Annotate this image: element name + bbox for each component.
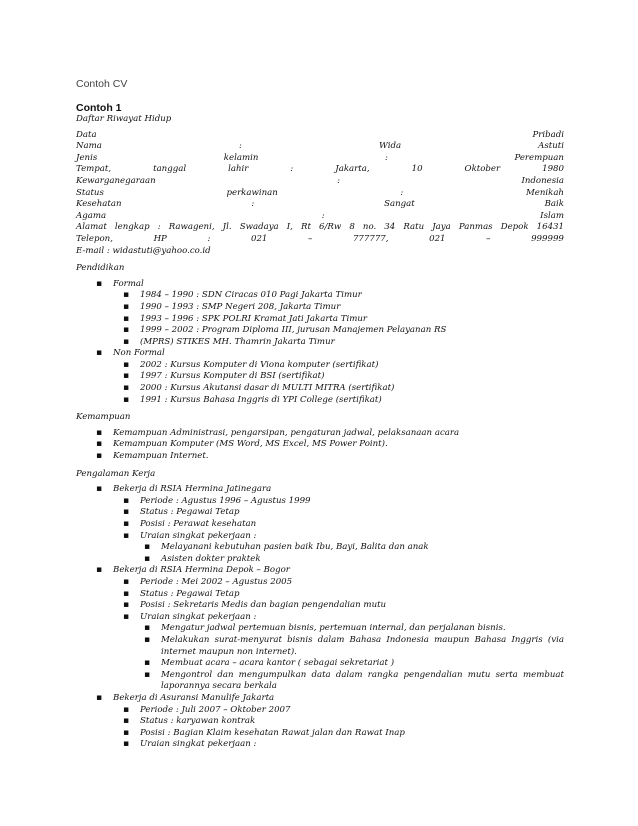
job-detail: ▪ Status : Pegawai Tetap [140, 507, 564, 519]
pengalaman-title: Pengalaman Kerja [76, 468, 156, 479]
personal-word: Menikah [525, 187, 564, 198]
personal-row [76, 211, 564, 223]
personal-word: 777777, [352, 233, 389, 244]
personal-word: I, [286, 222, 293, 233]
personal-word: 021 [429, 233, 446, 244]
pendidikan-item: ▪ (MPRS) STIKES MH. Thamrin Jakarta Timur [140, 337, 564, 349]
job-detail: ▪ Status : Pegawai Tetap [140, 589, 564, 601]
pendidikan-item: ▪ 1984 – 1990 : SDN Ciracas 010 Pagi Jakarta Timur [140, 290, 564, 302]
personal-word: Panmas [458, 222, 493, 233]
personal-word: 6/Rw [319, 222, 342, 233]
document-title: Contoh CV [76, 78, 128, 90]
job-detail: ▪ Posisi : Bagian Klaim kesehatan Rawat jalan dan Rawat Inap [140, 728, 564, 740]
personal-row [76, 153, 564, 165]
personal-row [76, 234, 564, 246]
job-detail: ▪ Uraian singkat pekerjaan : [140, 739, 564, 751]
job-detail: ▪ Uraian singkat pekerjaan : [140, 612, 564, 624]
personal-word: Depok [500, 222, 529, 233]
personal-word: Rt [301, 222, 311, 233]
personal-word: Status [76, 187, 104, 198]
pendidikan-item: ▪ 1991 : Kursus Bahasa Inggris di YPI College (sertifikat) [140, 395, 564, 407]
personal-word: Nama [76, 141, 102, 152]
cv-page [76, 78, 564, 756]
personal-word: lahir [228, 164, 249, 175]
job-title: ▪ Bekerja di Asuransi Manulife Jakarta [113, 693, 564, 705]
job-task: ▪ Mengatur jadwal pertemuan bisnis, pertemuan internal, dan perjalanan bisnis. [161, 623, 564, 635]
personal-word: Rawageni, [168, 222, 215, 233]
personal-word: Astuti [538, 141, 564, 152]
personal-row [76, 141, 564, 153]
personal-word: Islam [540, 210, 564, 221]
pendidikan-item: ▪ 1999 – 2002 : Program Diploma III, jurusan Manajemen Pelayanan RS [140, 325, 564, 337]
personal-word: Jaya [432, 222, 451, 233]
personal-row [76, 176, 564, 188]
personal-word: Kewarganegaraan [76, 175, 156, 186]
job-task: ▪ Melakukan surat-menyurat bisnis dalam Bahasa Indonesia maupun Bahasa Inggris (via internet maupun non internet). [161, 635, 564, 658]
personal-word: kelamin [223, 152, 259, 163]
personal-word: : [337, 175, 340, 186]
personal-word: Sangat [384, 199, 415, 210]
kemampuan-list [76, 428, 564, 463]
personal-word: Baik [544, 199, 564, 210]
personal-word: – [308, 233, 313, 244]
job-detail: ▪ Periode : Juli 2007 – Oktober 2007 [140, 705, 564, 717]
personal-word: Tempat, [76, 164, 112, 175]
job-detail: ▪ Periode : Agustus 1996 – Agustus 1999 [140, 496, 564, 508]
personal-word: Wida [379, 141, 402, 152]
cv-subheading: Daftar Riwayat Hidup [76, 114, 172, 124]
personal-row [76, 222, 564, 234]
personal-word: Ratu [403, 222, 425, 233]
personal-word: Jenis [76, 152, 98, 163]
personal-word: : [207, 233, 211, 244]
personal-word: Oktober [464, 164, 501, 175]
pendidikan-item: ▪ 2002 : Kursus Komputer di Viona komputer (sertifikat) [140, 360, 564, 372]
pendidikan-title: Pendidikan [76, 263, 125, 274]
personal-word: 16431 [536, 222, 564, 233]
personal-word: 021 [251, 233, 268, 244]
personal-word: : [400, 187, 404, 198]
personal-word: : [384, 152, 388, 163]
kemampuan-title: Kemampuan [76, 412, 131, 423]
personal-row [76, 188, 564, 200]
personal-word: : [251, 199, 255, 210]
pendidikan-group: ▪ Non Formal [113, 348, 564, 360]
cv-heading: Contoh 1 [76, 102, 122, 114]
email-line: E-mail : widastuti@yahoo.co.id [76, 245, 211, 256]
job-task: ▪ Mengontrol dan mengumpulkan data dalam rangka pengendalian mutu serta membuat laporannya secara berkala [161, 670, 564, 693]
personal-word: Jakarta, [335, 164, 370, 175]
kemampuan-item: ▪ Kemampuan Administrasi, pengarsipan, pengaturan jadwal, pelaksanaan acara [113, 428, 564, 440]
pendidikan-item: ▪ 1997 : Kursus Komputer di BSI (sertifikat) [140, 371, 564, 383]
job-detail: ▪ Uraian singkat pekerjaan : [140, 531, 564, 543]
personal-word: 8 [349, 222, 355, 233]
job-detail: ▪ Status : karyawan kontrak [140, 716, 564, 728]
personal-word: : [157, 222, 161, 233]
job-task: ▪ Membuat acara – acara kantor ( sebagai sekretariat ) [161, 658, 564, 670]
personal-row [76, 199, 564, 211]
personal-word: 34 [384, 222, 396, 233]
personal-word: tanggal [153, 164, 187, 175]
personal-word: Pribadi [532, 129, 564, 140]
personal-word: Jl. [222, 222, 232, 233]
personal-word: lengkap [114, 222, 150, 233]
personal-word: Data [76, 129, 97, 140]
personal-word: HP [153, 233, 167, 244]
pendidikan-item: ▪ 2000 : Kursus Akutansi dasar di MULTI MITRA (sertifikat) [140, 383, 564, 395]
personal-word: – [486, 233, 491, 244]
personal-word: Telepon, [76, 233, 113, 244]
personal-word: Indonesia [521, 175, 564, 186]
job-detail: ▪ Posisi : Sekretaris Medis dan bagian pengendalian mutu [140, 600, 564, 612]
pendidikan-group: ▪ Formal [113, 279, 564, 291]
personal-word: 10 [411, 164, 423, 175]
personal-word: 999999 [531, 233, 564, 244]
personal-word: no. [362, 222, 377, 233]
job-title: ▪ Bekerja di RSIA Hermina Jatinegara [113, 484, 564, 496]
pengalaman-list [76, 484, 564, 751]
personal-word: 1980 [542, 164, 564, 175]
job-title: ▪ Bekerja di RSIA Hermina Depok – Bogor [113, 565, 564, 577]
personal-word: Swadaya [239, 222, 279, 233]
personal-data [76, 130, 564, 258]
personal-word: Kesehatan [76, 199, 122, 210]
personal-word: Alamat [76, 222, 107, 233]
personal-word: : [321, 210, 325, 221]
job-detail: ▪ Periode : Mei 2002 – Agustus 2005 [140, 577, 564, 589]
job-task: ▪ Asisten dokter praktek [161, 554, 564, 566]
personal-word: : [290, 164, 294, 175]
personal-row [76, 164, 564, 176]
personal-word: Agama [76, 210, 107, 221]
pendidikan-item: ▪ 1993 – 1996 : SPK POLRI Kramat Jati Jakarta Timur [140, 314, 564, 326]
personal-row [76, 130, 564, 142]
kemampuan-item: ▪ Kemampuan Komputer (MS Word, MS Excel, MS Power Point). [113, 439, 564, 451]
pendidikan-list [76, 279, 564, 407]
pendidikan-item: ▪ 1990 – 1993 : SMP Negeri 208, Jakarta Timur [140, 302, 564, 314]
personal-word: perkawinan [226, 187, 278, 198]
job-detail: ▪ Posisi : Perawat kesehatan [140, 519, 564, 531]
personal-word: Perempuan [514, 152, 564, 163]
job-task: ▪ Melayanani kebutuhan pasien baik Ibu, Bayi, Balita dan anak [161, 542, 564, 554]
kemampuan-item: ▪ Kemampuan Internet. [113, 451, 564, 463]
personal-word: : [239, 141, 242, 152]
